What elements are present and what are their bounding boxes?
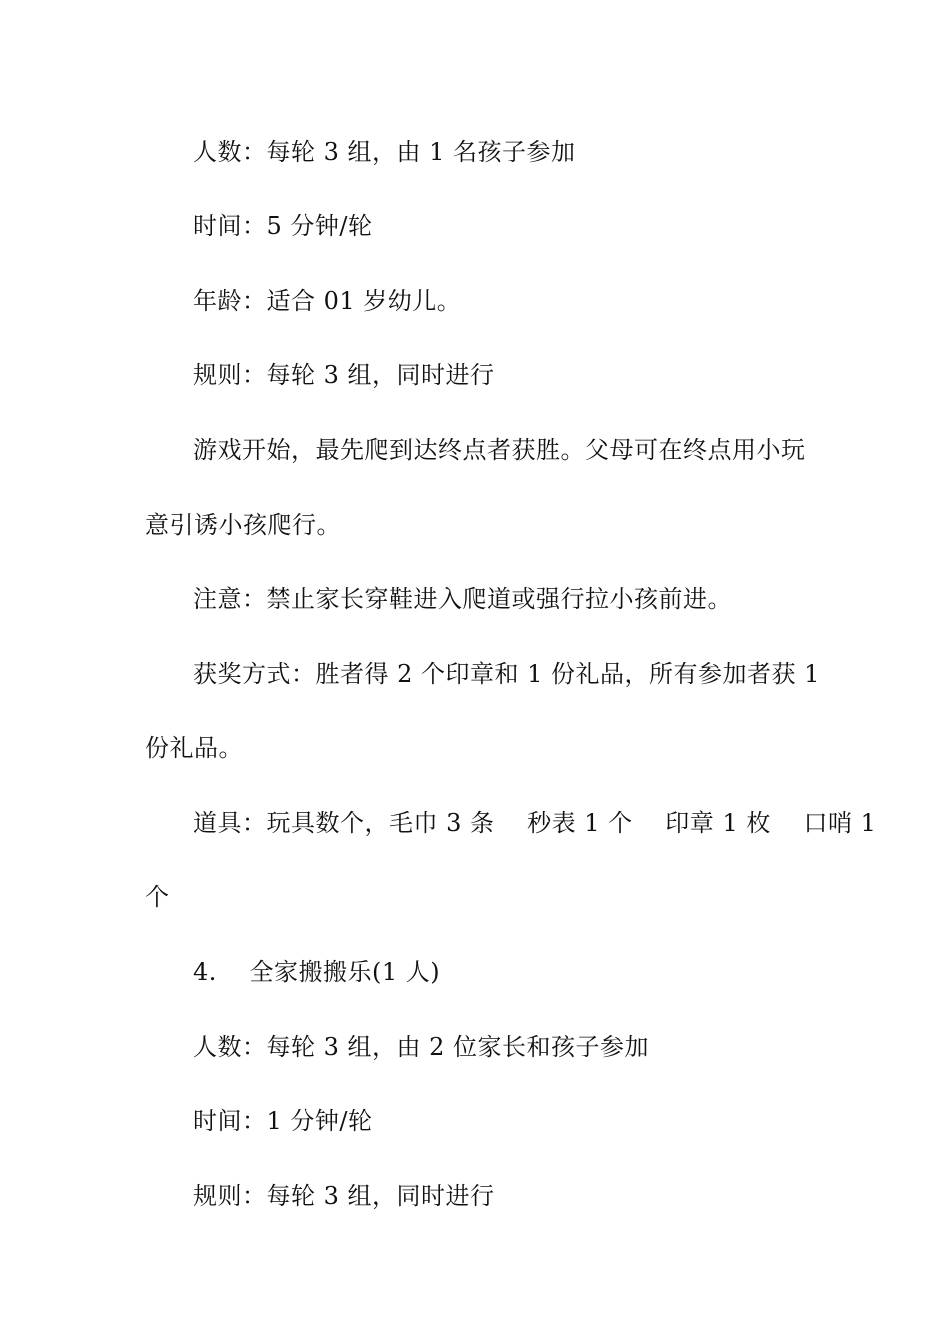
age-line: 年龄：适合 01 岁幼儿。 bbox=[193, 287, 462, 315]
time-line-2: 时间：1 分钟/轮 bbox=[193, 1107, 373, 1135]
note-line: 注意：禁止家长穿鞋进入爬道或强行拉小孩前进。 bbox=[193, 585, 732, 613]
award-line: 获奖方式：胜者得 2 个印章和 1 份礼品，所有参加者获 1 bbox=[193, 660, 820, 688]
players-line: 人数：每轮 3 组，由 1 名孩子参加 bbox=[193, 138, 576, 166]
section-heading: 4. 全家搬搬乐(1 人) bbox=[193, 958, 441, 986]
rules-line: 规则：每轮 3 组，同时进行 bbox=[193, 361, 495, 389]
award-continued-line: 份礼品。 bbox=[145, 734, 243, 762]
game-start-continued-line: 意引诱小孩爬行。 bbox=[145, 511, 341, 539]
props-continued-line: 个 bbox=[145, 883, 170, 911]
players-line-2: 人数：每轮 3 组，由 2 位家长和孩子参加 bbox=[193, 1033, 650, 1061]
props-line: 道具：玩具数个，毛巾 3 条 秒表 1 个 印章 1 枚 口哨 1 bbox=[193, 809, 877, 837]
game-start-line: 游戏开始，最先爬到达终点者获胜。父母可在终点用小玩 bbox=[193, 436, 806, 464]
time-line: 时间：5 分钟/轮 bbox=[193, 212, 373, 240]
rules-line-2: 规则：每轮 3 组，同时进行 bbox=[193, 1182, 495, 1210]
